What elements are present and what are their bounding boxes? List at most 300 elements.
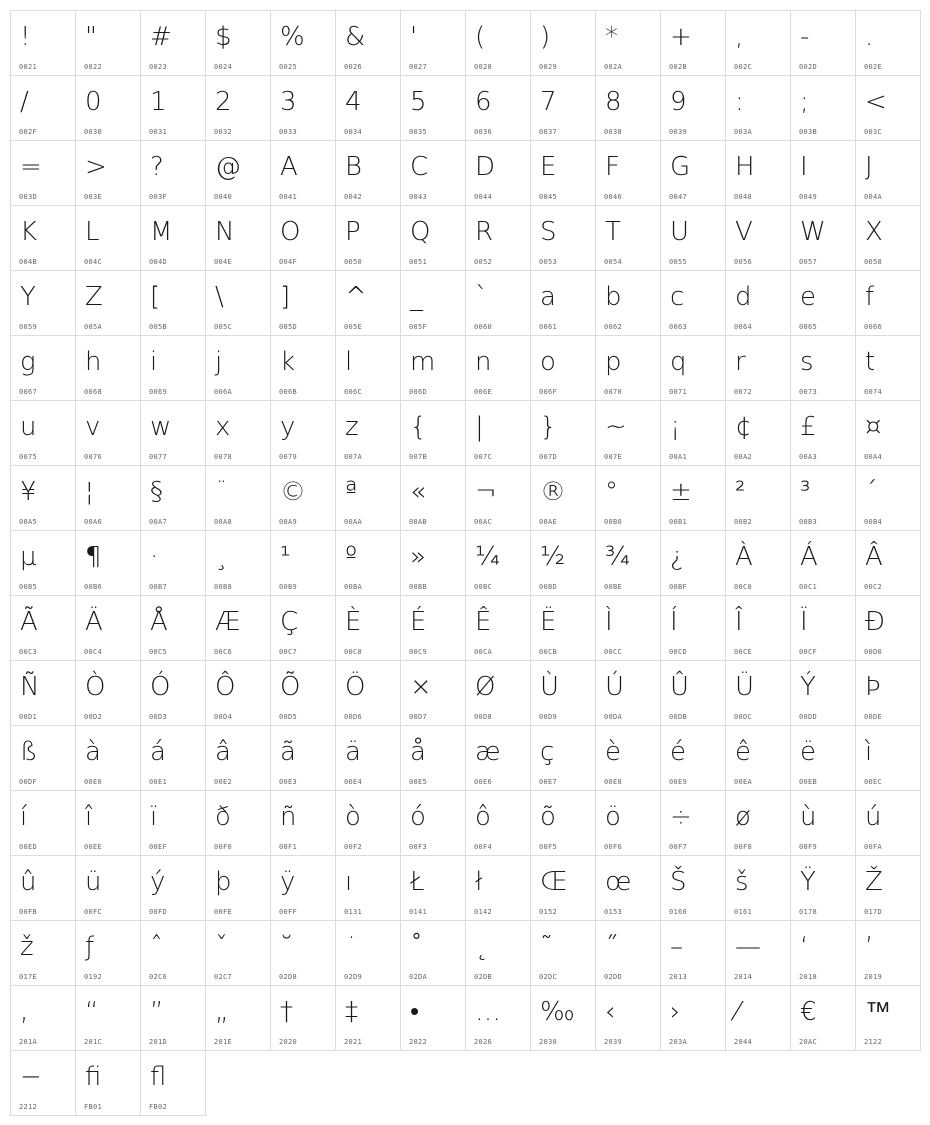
glyph-character: a	[540, 282, 556, 312]
glyph-codepoint: 00B5	[19, 583, 38, 591]
glyph-codepoint: 0161	[734, 908, 753, 916]
glyph-character: y	[280, 412, 296, 442]
glyph-character: û	[20, 867, 37, 897]
glyph-codepoint: 0022	[84, 63, 103, 71]
glyph-codepoint: 017D	[864, 908, 883, 916]
glyph-cell	[400, 140, 466, 206]
glyph-character: k	[280, 347, 296, 377]
glyph-codepoint: 0131	[344, 908, 363, 916]
glyph-cell	[595, 855, 661, 921]
glyph-character: ˙	[345, 932, 358, 962]
glyph-character: Ñ	[20, 672, 40, 702]
glyph-codepoint: 0032	[214, 128, 233, 136]
glyph-codepoint: 2013	[669, 973, 688, 981]
glyph-cell	[140, 1050, 206, 1116]
glyph-character: É	[410, 607, 427, 637]
glyph-cell	[335, 790, 401, 856]
glyph-character: ‘	[800, 932, 809, 962]
glyph-codepoint: 0068	[84, 388, 103, 396]
glyph-codepoint: 0028	[474, 63, 493, 71]
glyph-character: c	[670, 282, 685, 312]
glyph-cell	[725, 920, 791, 986]
glyph-cell	[725, 790, 791, 856]
glyph-cell	[140, 725, 206, 791]
glyph-character: /	[20, 87, 29, 117]
glyph-codepoint: 005A	[84, 323, 103, 331]
glyph-character: v	[85, 412, 101, 442]
glyph-character: &	[345, 22, 366, 52]
glyph-codepoint: 00BB	[409, 583, 428, 591]
glyph-character: i	[150, 347, 158, 377]
glyph-cell	[400, 335, 466, 401]
glyph-cell	[465, 335, 531, 401]
glyph-cell	[335, 465, 401, 531]
glyph-cell	[400, 10, 466, 76]
glyph-cell	[205, 660, 271, 726]
glyph-character: O	[280, 217, 301, 247]
glyph-codepoint: 00CD	[669, 648, 688, 656]
glyph-character: .	[865, 22, 874, 52]
glyph-codepoint: 0041	[279, 193, 298, 201]
glyph-codepoint: 02DA	[409, 973, 428, 981]
glyph-cell	[530, 205, 596, 271]
glyph-codepoint: 00BD	[539, 583, 558, 591]
glyph-cell	[10, 205, 76, 271]
glyph-codepoint: 00DD	[799, 713, 818, 721]
glyph-codepoint: 003B	[799, 128, 818, 136]
glyph-cell	[205, 855, 271, 921]
glyph-cell	[400, 660, 466, 726]
glyph-character: ⁄	[735, 997, 740, 1027]
glyph-character: ?	[150, 152, 164, 182]
glyph-codepoint: 02C7	[214, 973, 233, 981]
glyph-character: q	[670, 347, 687, 377]
glyph-codepoint: 00EE	[84, 843, 103, 851]
glyph-cell	[335, 10, 401, 76]
glyph-character: Ø	[475, 672, 496, 702]
glyph-codepoint: 00A4	[864, 453, 883, 461]
glyph-codepoint: 00A8	[214, 518, 233, 526]
glyph-codepoint: 02DB	[474, 973, 493, 981]
glyph-cell	[790, 855, 856, 921]
glyph-cell	[10, 270, 76, 336]
glyph-character: G	[670, 152, 691, 182]
glyph-character: J	[865, 152, 873, 182]
glyph-codepoint: 00FD	[149, 908, 168, 916]
glyph-grid	[10, 10, 920, 1115]
glyph-character: Ð	[865, 607, 886, 637]
glyph-codepoint: 0034	[344, 128, 363, 136]
glyph-character: ]	[280, 282, 291, 312]
glyph-cell	[725, 855, 791, 921]
glyph-character: ñ	[280, 802, 297, 832]
glyph-cell	[205, 725, 271, 791]
glyph-codepoint: 00FB	[19, 908, 38, 916]
glyph-codepoint: 0063	[669, 323, 688, 331]
glyph-character: ˛	[475, 932, 488, 962]
glyph-character: {	[410, 412, 427, 442]
glyph-codepoint: 0023	[149, 63, 168, 71]
glyph-character: ÿ	[280, 867, 296, 897]
glyph-cell	[140, 10, 206, 76]
glyph-codepoint: 0152	[539, 908, 558, 916]
glyph-codepoint: 0060	[474, 323, 493, 331]
glyph-character: ä	[345, 737, 361, 767]
glyph-character: ö	[605, 802, 621, 832]
glyph-cell	[465, 855, 531, 921]
glyph-codepoint: 0074	[864, 388, 883, 396]
glyph-cell	[790, 920, 856, 986]
glyph-codepoint: 0030	[84, 128, 103, 136]
glyph-cell	[75, 920, 141, 986]
glyph-codepoint: 002E	[864, 63, 883, 71]
glyph-codepoint: FB01	[84, 1103, 103, 1111]
glyph-character: :	[735, 87, 744, 117]
glyph-character: z	[345, 412, 359, 442]
glyph-cell	[465, 465, 531, 531]
glyph-cell	[335, 855, 401, 921]
glyph-character: 0	[85, 87, 102, 117]
glyph-codepoint: 00C6	[214, 648, 233, 656]
glyph-cell	[335, 335, 401, 401]
glyph-cell	[790, 140, 856, 206]
glyph-codepoint: 00C4	[84, 648, 103, 656]
glyph-codepoint: 00D9	[539, 713, 558, 721]
glyph-character: Ò	[85, 672, 106, 702]
glyph-codepoint: 201C	[84, 1038, 103, 1046]
glyph-codepoint: 0055	[669, 258, 688, 266]
glyph-cell	[10, 595, 76, 661]
glyph-character: ×	[410, 672, 432, 702]
glyph-cell	[790, 10, 856, 76]
glyph-cell	[205, 400, 271, 466]
glyph-character: Ó	[150, 672, 171, 702]
glyph-codepoint: 02DD	[604, 973, 623, 981]
glyph-character: ‰	[540, 997, 575, 1027]
glyph-character: o	[540, 347, 556, 377]
glyph-cell	[855, 790, 921, 856]
glyph-codepoint: 0153	[604, 908, 623, 916]
glyph-cell	[400, 465, 466, 531]
glyph-character: Ô	[215, 672, 236, 702]
glyph-cell	[465, 205, 531, 271]
glyph-codepoint: 0066	[864, 323, 883, 331]
glyph-codepoint: 00A2	[734, 453, 753, 461]
glyph-codepoint: 00E5	[409, 778, 428, 786]
glyph-character: ²	[735, 477, 746, 507]
glyph-character: "	[85, 22, 97, 52]
glyph-cell	[465, 920, 531, 986]
glyph-codepoint: 00C0	[734, 583, 753, 591]
glyph-character: _	[410, 282, 423, 312]
glyph-character: ´	[865, 477, 878, 507]
glyph-codepoint: 003A	[734, 128, 753, 136]
glyph-cell	[595, 205, 661, 271]
glyph-character: Ü	[735, 672, 755, 702]
glyph-codepoint: 0071	[669, 388, 688, 396]
glyph-codepoint: 0037	[539, 128, 558, 136]
glyph-cell	[335, 75, 401, 141]
glyph-codepoint: 00A6	[84, 518, 103, 526]
glyph-cell	[140, 205, 206, 271]
glyph-cell	[790, 270, 856, 336]
glyph-codepoint: 0043	[409, 193, 428, 201]
glyph-codepoint: 0029	[539, 63, 558, 71]
glyph-character: Š	[670, 867, 687, 897]
glyph-cell	[270, 140, 336, 206]
glyph-character: g	[20, 347, 36, 377]
glyph-character: V	[735, 217, 753, 247]
glyph-cell	[660, 75, 726, 141]
glyph-codepoint: 017E	[19, 973, 38, 981]
glyph-cell	[400, 725, 466, 791]
glyph-character: Á	[800, 542, 818, 572]
glyph-character: ©	[280, 477, 306, 507]
glyph-character: µ	[20, 542, 37, 572]
glyph-character: •	[410, 997, 420, 1027]
glyph-character: 5	[410, 87, 427, 117]
glyph-character: ¸	[215, 542, 228, 572]
glyph-cell	[75, 1050, 141, 1116]
glyph-character: Â	[865, 542, 883, 572]
glyph-character: â	[215, 737, 231, 767]
glyph-cell	[595, 400, 661, 466]
glyph-codepoint: 0072	[734, 388, 753, 396]
glyph-codepoint: 20AC	[799, 1038, 818, 1046]
glyph-character: 3	[280, 87, 297, 117]
glyph-cell	[400, 985, 466, 1051]
glyph-character: ò	[345, 802, 361, 832]
glyph-codepoint: 2022	[409, 1038, 428, 1046]
glyph-cell	[140, 270, 206, 336]
glyph-codepoint: 0048	[734, 193, 753, 201]
glyph-cell	[660, 335, 726, 401]
glyph-character: ç	[540, 737, 555, 767]
glyph-cell	[465, 660, 531, 726]
glyph-cell	[790, 725, 856, 791]
glyph-character: r	[735, 347, 746, 377]
glyph-cell	[270, 985, 336, 1051]
glyph-character: m	[410, 347, 436, 377]
glyph-codepoint: 00ED	[19, 843, 38, 851]
glyph-cell	[855, 985, 921, 1051]
glyph-cell	[790, 75, 856, 141]
glyph-character: d	[735, 282, 752, 312]
glyph-cell	[790, 335, 856, 401]
glyph-character: )	[540, 22, 551, 52]
glyph-codepoint: 003C	[864, 128, 883, 136]
glyph-codepoint: 0039	[669, 128, 688, 136]
glyph-cell	[855, 75, 921, 141]
glyph-character: à	[85, 737, 101, 767]
glyph-character: Ä	[85, 607, 103, 637]
glyph-codepoint: 0040	[214, 193, 233, 201]
glyph-character: n	[475, 347, 492, 377]
glyph-codepoint: 0058	[864, 258, 883, 266]
glyph-codepoint: 00DE	[864, 713, 883, 721]
glyph-cell	[530, 140, 596, 206]
glyph-cell	[10, 920, 76, 986]
glyph-cell	[725, 205, 791, 271]
glyph-cell	[725, 725, 791, 791]
glyph-character: ù	[800, 802, 817, 832]
glyph-character: ú	[865, 802, 882, 832]
glyph-codepoint: 00C9	[409, 648, 428, 656]
glyph-character: á	[150, 737, 166, 767]
glyph-cell	[140, 530, 206, 596]
glyph-cell	[725, 465, 791, 531]
glyph-cell	[270, 335, 336, 401]
glyph-codepoint: 00E1	[149, 778, 168, 786]
glyph-character: p	[605, 347, 622, 377]
glyph-codepoint: 00E3	[279, 778, 298, 786]
glyph-codepoint: 006A	[214, 388, 233, 396]
glyph-character: ±	[670, 477, 692, 507]
glyph-codepoint: 00D0	[864, 648, 883, 656]
glyph-character: ﬂ	[150, 1062, 167, 1092]
glyph-cell	[10, 985, 76, 1051]
glyph-codepoint: 002A	[604, 63, 623, 71]
glyph-codepoint: 00EB	[799, 778, 818, 786]
glyph-codepoint: 0142	[474, 908, 493, 916]
glyph-character: >	[85, 152, 107, 182]
glyph-character: Ł	[410, 867, 425, 897]
glyph-character: K	[20, 217, 38, 247]
glyph-cell	[270, 270, 336, 336]
glyph-cell	[10, 335, 76, 401]
glyph-cell	[595, 140, 661, 206]
glyph-cell	[790, 400, 856, 466]
glyph-codepoint: 0061	[539, 323, 558, 331]
glyph-codepoint: 00AB	[409, 518, 428, 526]
glyph-codepoint: 0192	[84, 973, 103, 981]
glyph-character: ï	[150, 802, 158, 832]
glyph-character: ã	[280, 737, 296, 767]
glyph-codepoint: 2122	[864, 1038, 883, 1046]
glyph-codepoint: 0069	[149, 388, 168, 396]
glyph-character: Ã	[20, 607, 38, 637]
glyph-character: ~	[605, 412, 627, 442]
glyph-character: \	[215, 282, 224, 312]
glyph-cell	[465, 595, 531, 661]
glyph-codepoint: 201A	[19, 1038, 38, 1046]
glyph-character: ‚	[20, 997, 29, 1027]
glyph-cell	[595, 985, 661, 1051]
glyph-codepoint: 00CB	[539, 648, 558, 656]
glyph-codepoint: 00BA	[344, 583, 363, 591]
glyph-cell	[855, 465, 921, 531]
glyph-codepoint: 00E8	[604, 778, 623, 786]
glyph-cell	[270, 465, 336, 531]
glyph-character: õ	[540, 802, 556, 832]
glyph-character: L	[85, 217, 100, 247]
glyph-cell	[140, 335, 206, 401]
glyph-cell	[530, 855, 596, 921]
glyph-cell	[335, 985, 401, 1051]
glyph-character: ˘	[280, 932, 293, 962]
glyph-cell	[75, 660, 141, 726]
glyph-character: U	[670, 217, 690, 247]
glyph-cell	[660, 205, 726, 271]
glyph-codepoint: 0057	[799, 258, 818, 266]
glyph-character: ¾	[605, 542, 631, 572]
glyph-cell	[530, 530, 596, 596]
glyph-codepoint: 00E6	[474, 778, 493, 786]
glyph-cell	[10, 1050, 76, 1116]
glyph-character: »	[410, 542, 426, 572]
glyph-cell	[595, 790, 661, 856]
glyph-character: ‹	[605, 997, 616, 1027]
glyph-codepoint: 00C1	[799, 583, 818, 591]
glyph-codepoint: 2021	[344, 1038, 363, 1046]
glyph-character: s	[800, 347, 814, 377]
glyph-codepoint: 0067	[19, 388, 38, 396]
glyph-cell	[725, 335, 791, 401]
glyph-codepoint: 2044	[734, 1038, 753, 1046]
glyph-cell	[725, 270, 791, 336]
glyph-character: ¥	[20, 477, 37, 507]
glyph-cell	[205, 920, 271, 986]
glyph-cell	[855, 205, 921, 271]
glyph-cell	[530, 985, 596, 1051]
glyph-character: 7	[540, 87, 557, 117]
glyph-character: ﬁ	[85, 1062, 102, 1092]
glyph-cell	[270, 400, 336, 466]
glyph-codepoint: 004C	[84, 258, 103, 266]
glyph-codepoint: 00D6	[344, 713, 363, 721]
glyph-character: Ï	[800, 607, 808, 637]
glyph-codepoint: 2030	[539, 1038, 558, 1046]
glyph-codepoint: 00DF	[19, 778, 38, 786]
glyph-codepoint: 00D4	[214, 713, 233, 721]
glyph-cell	[725, 595, 791, 661]
glyph-codepoint: 00D7	[409, 713, 428, 721]
glyph-character: Ž	[865, 867, 883, 897]
glyph-cell	[205, 335, 271, 401]
glyph-character: Û	[670, 672, 690, 702]
glyph-character: ü	[85, 867, 102, 897]
glyph-codepoint: 00F8	[734, 843, 753, 851]
glyph-codepoint: 0036	[474, 128, 493, 136]
glyph-cell	[790, 985, 856, 1051]
glyph-codepoint: 0064	[734, 323, 753, 331]
glyph-codepoint: 2018	[799, 973, 818, 981]
glyph-character: Å	[150, 607, 168, 637]
glyph-cell	[10, 530, 76, 596]
glyph-character: è	[605, 737, 621, 767]
glyph-cell	[75, 335, 141, 401]
glyph-character: }	[540, 412, 557, 442]
glyph-codepoint: 00DA	[604, 713, 623, 721]
glyph-cell	[530, 10, 596, 76]
glyph-cell	[725, 140, 791, 206]
glyph-codepoint: 00E7	[539, 778, 558, 786]
glyph-codepoint: 00CF	[799, 648, 818, 656]
glyph-character: %	[280, 22, 305, 52]
glyph-codepoint: 0025	[279, 63, 298, 71]
glyph-codepoint: 00B9	[279, 583, 298, 591]
glyph-codepoint: 007A	[344, 453, 363, 461]
glyph-codepoint: 0065	[799, 323, 818, 331]
glyph-character: ½	[540, 542, 566, 572]
glyph-codepoint: 00D8	[474, 713, 493, 721]
glyph-character: ™	[865, 997, 891, 1027]
glyph-character: <	[865, 87, 887, 117]
glyph-character: í	[20, 802, 28, 832]
glyph-character: h	[85, 347, 102, 377]
glyph-cell	[530, 920, 596, 986]
glyph-cell	[75, 400, 141, 466]
